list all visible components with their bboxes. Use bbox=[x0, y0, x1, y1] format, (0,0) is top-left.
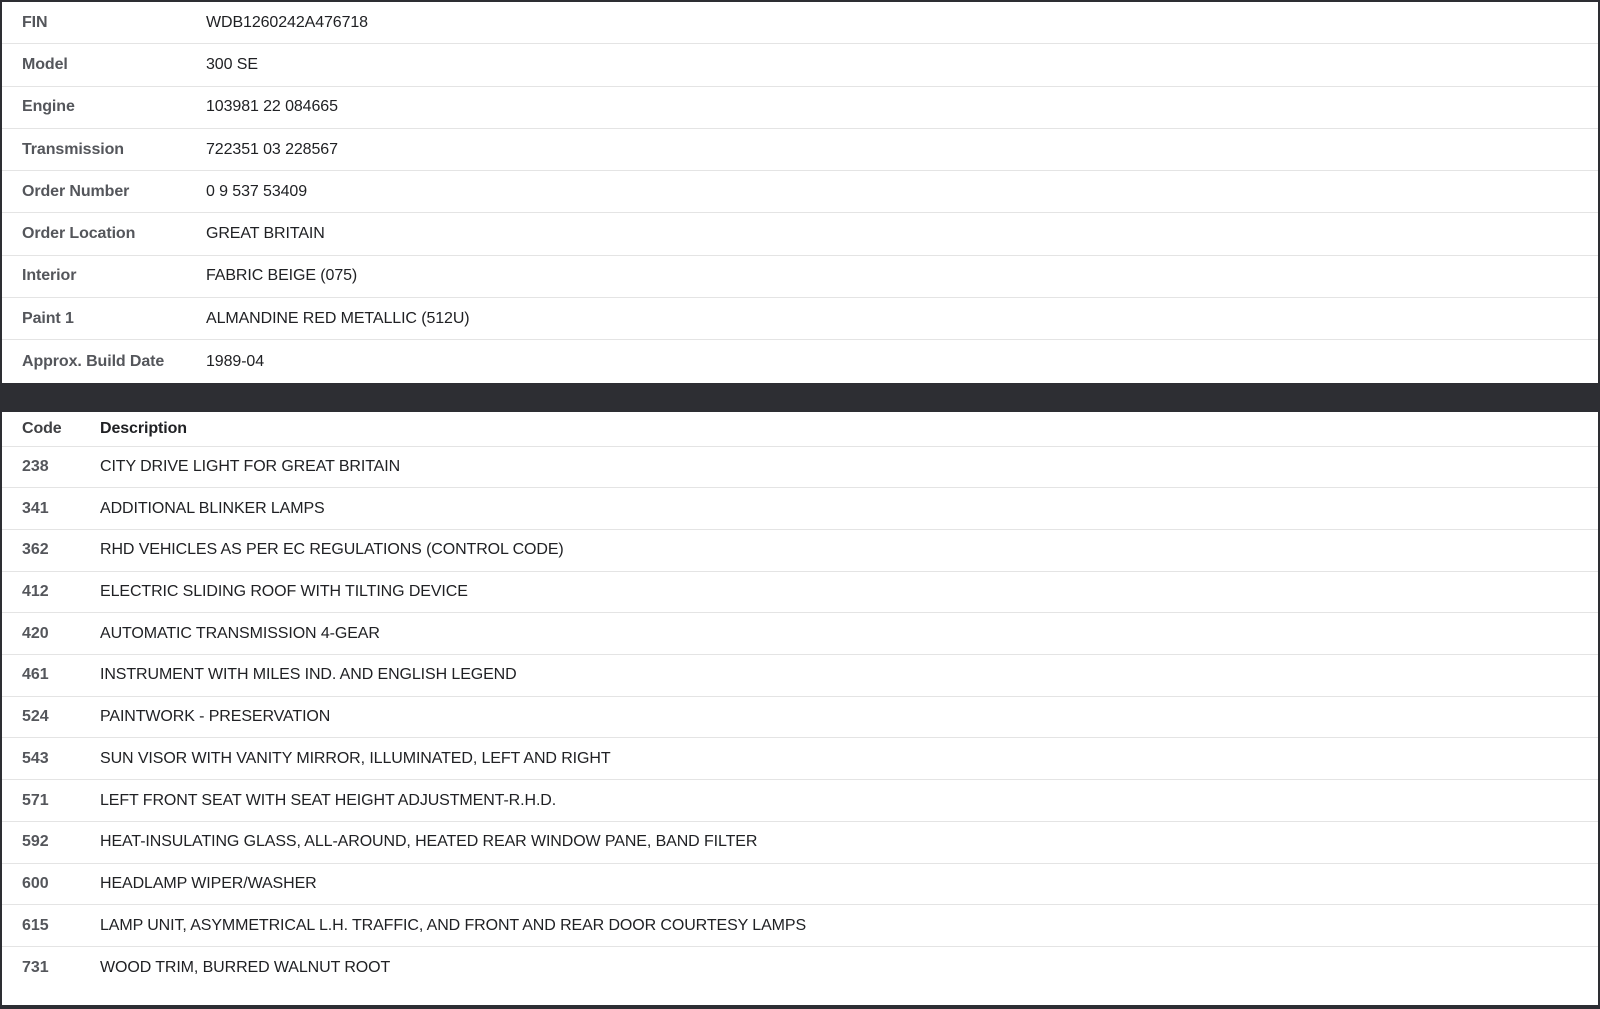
option-description: LAMP UNIT, ASYMMETRICAL L.H. TRAFFIC, AND FRONT AND REAR DOOR COURTESY LAMPS bbox=[100, 916, 807, 934]
vehicle-info-row bbox=[2, 298, 1598, 340]
field-value: ALMANDINE RED METALLIC (512U) bbox=[206, 309, 470, 327]
field-value: 1989-04 bbox=[206, 352, 265, 370]
option-code: 592 bbox=[22, 833, 49, 851]
option-description: CITY DRIVE LIGHT FOR GREAT BRITAIN bbox=[100, 458, 401, 476]
field-label: Order Number bbox=[22, 182, 130, 200]
option-code-row bbox=[2, 572, 1598, 614]
option-code-row bbox=[2, 655, 1598, 697]
description-column-header: Description bbox=[100, 419, 187, 437]
option-code-row bbox=[2, 947, 1598, 989]
option-description: SUN VISOR WITH VANITY MIRROR, ILLUMINATED, LEFT AND RIGHT bbox=[100, 749, 611, 767]
field-value: 300 SE bbox=[206, 55, 258, 73]
option-code-row bbox=[2, 822, 1598, 864]
option-code: 412 bbox=[22, 583, 49, 601]
vehicle-info-row bbox=[2, 256, 1598, 298]
option-description: AUTOMATIC TRANSMISSION 4-GEAR bbox=[100, 624, 380, 642]
option-code-row bbox=[2, 613, 1598, 655]
option-code: 731 bbox=[22, 958, 49, 976]
option-description: HEAT-INSULATING GLASS, ALL-AROUND, HEATED REAR WINDOW PANE, BAND FILTER bbox=[100, 833, 758, 851]
field-label: Engine bbox=[22, 98, 75, 116]
option-code: 615 bbox=[22, 916, 49, 934]
option-code: 238 bbox=[22, 458, 49, 476]
option-code: 420 bbox=[22, 624, 49, 642]
field-label: Transmission bbox=[22, 140, 124, 158]
option-code: 600 bbox=[22, 874, 49, 892]
option-description: WOOD TRIM, BURRED WALNUT ROOT bbox=[100, 958, 391, 976]
option-code: 524 bbox=[22, 708, 49, 726]
field-value: WDB1260242A476718 bbox=[206, 13, 368, 31]
option-code: 362 bbox=[22, 541, 49, 559]
option-description: LEFT FRONT SEAT WITH SEAT HEIGHT ADJUSTMENT-R.H.D. bbox=[100, 791, 557, 809]
field-value: GREAT BRITAIN bbox=[206, 225, 325, 243]
option-code: 543 bbox=[22, 749, 49, 767]
field-label: Interior bbox=[22, 267, 77, 285]
vehicle-info-row bbox=[2, 44, 1598, 86]
option-code-row bbox=[2, 905, 1598, 947]
vehicle-info-row bbox=[2, 213, 1598, 255]
option-description: INSTRUMENT WITH MILES IND. AND ENGLISH LEGEND bbox=[100, 666, 517, 684]
field-value: 103981 22 084665 bbox=[206, 98, 338, 116]
field-label: Order Location bbox=[22, 225, 136, 243]
divider-band bbox=[2, 383, 1598, 412]
vehicle-info-row bbox=[2, 87, 1598, 129]
vehicle-info-row bbox=[2, 2, 1598, 44]
option-description: RHD VEHICLES AS PER EC REGULATIONS (CONTROL CODE) bbox=[100, 541, 564, 559]
option-description: ADDITIONAL BLINKER LAMPS bbox=[100, 499, 325, 517]
field-value: FABRIC BEIGE (075) bbox=[206, 267, 358, 285]
vehicle-info-row bbox=[2, 129, 1598, 171]
option-description: PAINTWORK - PRESERVATION bbox=[100, 708, 331, 726]
field-value: 0 9 537 53409 bbox=[206, 182, 308, 200]
option-code: 461 bbox=[22, 666, 49, 684]
field-label: Model bbox=[22, 55, 68, 73]
option-code: 341 bbox=[22, 499, 49, 517]
field-value: 722351 03 228567 bbox=[206, 140, 338, 158]
option-code-row bbox=[2, 780, 1598, 822]
vehicle-info-row bbox=[2, 171, 1598, 213]
options-table bbox=[2, 412, 1598, 1005]
field-label: Paint 1 bbox=[22, 309, 74, 327]
code-column-header: Code bbox=[22, 419, 62, 437]
field-label: FIN bbox=[22, 13, 48, 31]
option-description: ELECTRIC SLIDING ROOF WITH TILTING DEVICE bbox=[100, 583, 468, 601]
option-code-row bbox=[2, 738, 1598, 780]
option-code-row bbox=[2, 697, 1598, 739]
vehicle-info-row bbox=[2, 340, 1598, 382]
option-code-row bbox=[2, 488, 1598, 530]
vehicle-info-table bbox=[2, 2, 1598, 383]
options-table-header bbox=[2, 412, 1598, 447]
option-code-row bbox=[2, 530, 1598, 572]
option-description: HEADLAMP WIPER/WASHER bbox=[100, 874, 317, 892]
option-code: 571 bbox=[22, 791, 49, 809]
field-label: Approx. Build Date bbox=[22, 352, 165, 370]
option-code-row bbox=[2, 864, 1598, 906]
option-code-row bbox=[2, 447, 1598, 489]
